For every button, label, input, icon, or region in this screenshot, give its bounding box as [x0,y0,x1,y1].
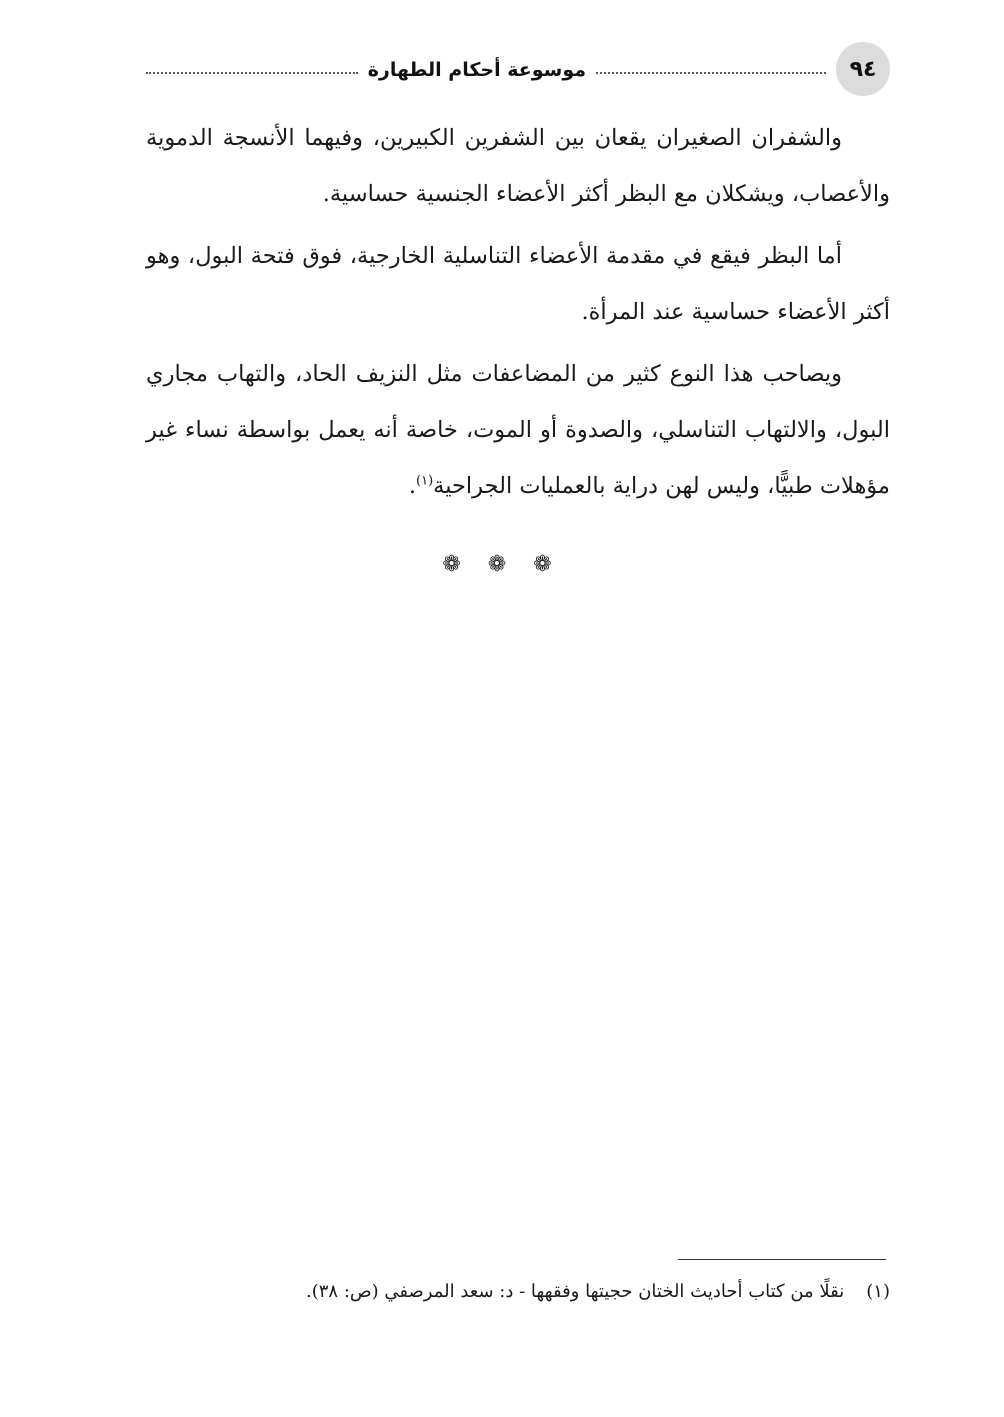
paragraph-3 [146,346,890,514]
page-number-badge: ٩٤ [836,42,890,96]
body-text [146,110,890,520]
footnote-text: نقلًا من كتاب أحاديث الختان حجيتها وفقهها - د: سعد المرصفي (ص: ٣٨). [306,1281,845,1302]
section-ornament: ❁ ❁ ❁ [442,552,562,577]
paragraph-3-end: . [408,473,416,499]
header-dots-right [596,72,826,74]
footnote-reference[interactable]: (١) [416,473,434,489]
page-header [146,42,890,98]
header-dots-left [146,72,358,74]
paragraph-1: والشفران الصغيران يقعان بين الشفرين الكبيرين، وفيهما الأنسجة الدموية والأعصاب، ويشكلان مع البظر أكثر الأعضاء الجنسية حساسية. [146,125,890,207]
footnote-separator [678,1259,886,1260]
header-rule [146,58,826,82]
paragraph-3-text: ويصاحب هذا النوع كثير من المضاعفات مثل النزيف الحاد، والتهاب مجاري البول، والالتهاب التناسلي، والصدوة أو الموت، خاصة أنه يعمل بواسطة نساء غير مؤهلات طبيًّا، وليس لهن دراية بالعمليات الجراحية [146,361,890,499]
footnote-number: (١) [866,1281,890,1302]
footnote [146,1278,890,1306]
paragraph-2: أما البظر فيقع في مقدمة الأعضاء التناسلية الخارجية، فوق فتحة البول، وهو أكثر الأعضاء حساسية عند المرأة. [146,243,890,325]
running-title: موسوعة أحكام الطهارة [367,59,586,81]
